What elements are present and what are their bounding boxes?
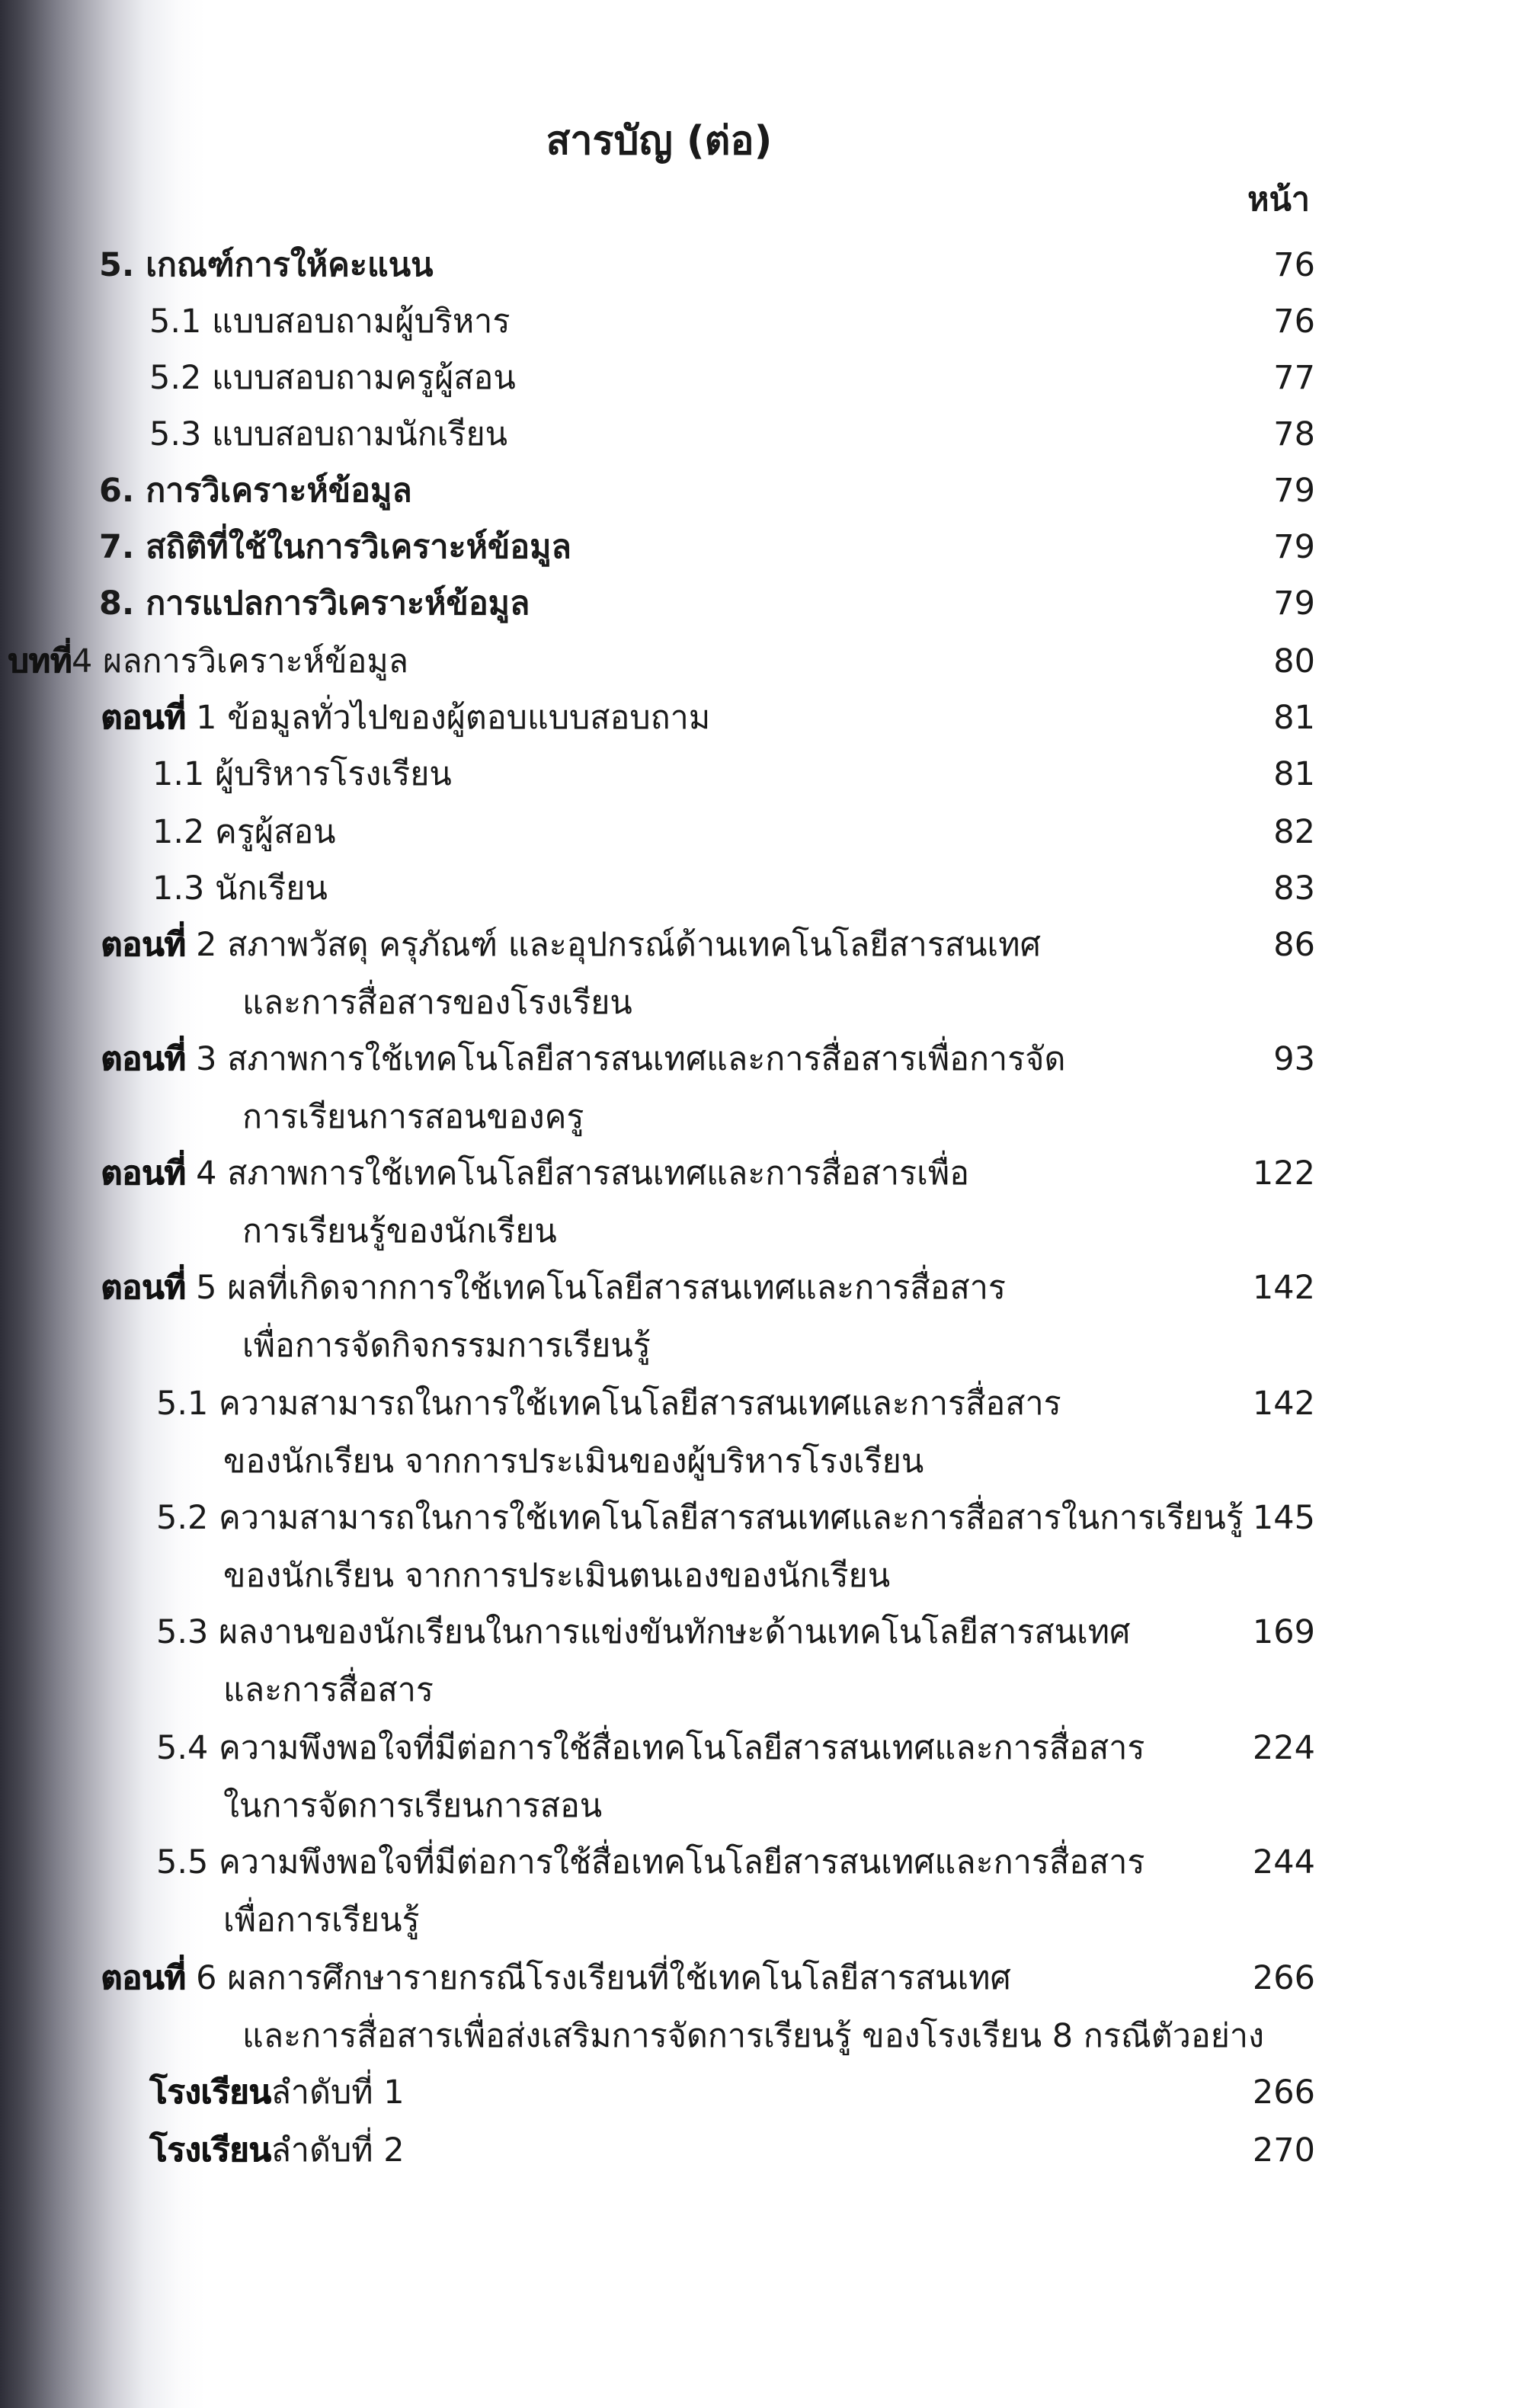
toc-page-number: 81: [1273, 699, 1315, 737]
toc-entry-prefix: บทที่: [8, 642, 72, 680]
toc-entry-text: 1 ข้อมูลทั่วไปของผู้ตอบแบบสอบถาม: [185, 699, 711, 737]
toc-page-number: 76: [1273, 246, 1315, 284]
toc-entry-title: 5.3 แบบสอบถามนักเรียน: [149, 415, 508, 453]
toc-entry-title: 5.1 แบบสอบถามผู้บริหาร: [149, 303, 511, 341]
toc-page-number: 270: [1252, 2131, 1315, 2169]
toc-entry-title: [8, 639, 408, 684]
toc-entry-text: 3 สภาพการใช้เทคโนโลยีสารสนเทศและการสื่อสารเพื่อการจัด: [185, 1040, 1066, 1078]
toc-entry-prefix: โรงเรียน: [149, 2131, 271, 2169]
toc-entry-title: 7. สถิติที่ใช้ในการวิเคราะห์ข้อมูล: [99, 528, 571, 566]
toc-page-number: 78: [1273, 415, 1315, 453]
toc-entry-title: 8. การแปลการวิเคราะห์ข้อมูล: [99, 584, 530, 623]
toc-page-number: 224: [1252, 1729, 1315, 1767]
toc-entry-text: 4 ผลการวิเคราะห์ข้อมูล: [71, 642, 409, 680]
toc-entry-title: 5.5 ความพึงพอใจที่มีต่อการใช้สื่อเทคโนโลยีสารสนเทศและการสื่อสาร: [156, 1843, 1145, 1881]
toc-entry-title-continued: เพื่อการจัดกิจกรรมการเรียนรู้: [242, 1327, 651, 1365]
toc-entry-title: 5.4 ความพึงพอใจที่มีต่อการใช้สื่อเทคโนโลยีสารสนเทศและการสื่อสาร: [156, 1729, 1145, 1767]
toc-entry-title: [101, 695, 710, 741]
toc-entry-text: 4 สภาพการใช้เทคโนโลยีสารสนเทศและการสื่อสารเพื่อ: [185, 1154, 969, 1193]
toc-entry-title-continued: การเรียนรู้ของนักเรียน: [242, 1212, 557, 1250]
toc-entry-title: [101, 1265, 1006, 1311]
toc-entry-prefix: โรงเรียน: [149, 2073, 271, 2112]
page-title: สารบัญ (ต่อ): [546, 118, 773, 164]
toc-entry-title: 5.1 ความสามารถในการใช้เทคโนโลยีสารสนเทศและการสื่อสาร: [156, 1385, 1061, 1423]
toc-page-number: 145: [1252, 1499, 1315, 1537]
toc-page-number: 86: [1273, 926, 1315, 964]
toc-page-number: 142: [1252, 1385, 1315, 1423]
toc-page-number: 82: [1273, 813, 1315, 851]
toc-entry-title: 5.2 ความสามารถในการใช้เทคโนโลยีสารสนเทศและการสื่อสารในการเรียนรู้: [156, 1499, 1244, 1537]
toc-entry-title: [101, 1151, 969, 1196]
toc-entry-title: 5.2 แบบสอบถามครูผู้สอน: [149, 359, 516, 397]
toc-page-number: 79: [1273, 528, 1315, 566]
toc-entry-title-continued: และการสื่อสารของโรงเรียน: [242, 984, 632, 1022]
toc-entry-title: [101, 922, 1041, 968]
toc-page-number: 79: [1273, 472, 1315, 510]
toc-entry-text: ลำดับที่ 1: [271, 2073, 405, 2112]
toc-entry-title-continued: เพื่อการเรียนรู้: [223, 1901, 420, 1939]
toc-entry-text: 2 สภาพวัสดุ ครุภัณฑ์ และอุปกรณ์ด้านเทคโนโลยีสารสนเทศ: [185, 926, 1041, 964]
toc-page-number: 76: [1273, 303, 1315, 341]
toc-entry-title: 5.3 ผลงานของนักเรียนในการแข่งขันทักษะด้านเทคโนโลยีสารสนเทศ: [156, 1613, 1131, 1651]
toc-entry-title: [149, 2128, 405, 2173]
page-column-header: หน้า: [1247, 181, 1310, 219]
toc-page-number: 77: [1273, 359, 1315, 397]
toc-entry-title: 6. การวิเคราะห์ข้อมูล: [99, 472, 412, 510]
toc-entry-prefix: ตอนที่: [101, 1959, 186, 1997]
toc-entry-title-continued: และการสื่อสาร: [223, 1671, 434, 1709]
toc-entry-prefix: ตอนที่: [101, 1154, 186, 1193]
toc-entry-title-continued: ของนักเรียน จากการประเมินตนเองของนักเรียน: [223, 1557, 891, 1595]
toc-page-number: 244: [1252, 1843, 1315, 1881]
toc-entry-prefix: ตอนที่: [101, 1269, 186, 1307]
toc-entry-prefix: ตอนที่: [101, 926, 186, 964]
toc-page-number: 93: [1273, 1040, 1315, 1078]
toc-entry-title-continued: และการสื่อสารเพื่อส่งเสริมการจัดการเรียนรู้ ของโรงเรียน 8 กรณีตัวอย่าง: [242, 2017, 1265, 2055]
toc-entry-prefix: ตอนที่: [101, 699, 186, 737]
toc-entry-title: [101, 1036, 1065, 1082]
toc-page-number: 81: [1273, 755, 1315, 793]
toc-entry-text: ลำดับที่ 2: [271, 2131, 405, 2169]
toc-page-number: 80: [1273, 642, 1315, 680]
toc-page-number: 266: [1252, 2073, 1315, 2112]
toc-page-number: 169: [1252, 1613, 1315, 1651]
toc-entry-title-continued: ในการจัดการเรียนการสอน: [223, 1787, 603, 1825]
toc-page-number: 79: [1273, 584, 1315, 623]
toc-page-number: 122: [1252, 1154, 1315, 1193]
toc-entry-title: [149, 2070, 405, 2115]
toc-entry-text: 6 ผลการศึกษารายกรณีโรงเรียนที่ใช้เทคโนโลยีสารสนเทศ: [185, 1959, 1011, 1997]
toc-page-number: 142: [1252, 1269, 1315, 1307]
toc-entry-title: 1.2 ครูผู้สอน: [152, 813, 336, 851]
toc-entry-title: 5. เกณฑ์การให้คะแนน: [99, 246, 434, 284]
toc-page-number: 83: [1273, 869, 1315, 908]
toc-entry-title-continued: ของนักเรียน จากการประเมินของผู้บริหารโรงเรียน: [223, 1443, 924, 1481]
toc-entry-title: 1.1 ผู้บริหารโรงเรียน: [152, 755, 452, 793]
toc-entry-title: 1.3 นักเรียน: [152, 869, 328, 908]
toc-entry-prefix: ตอนที่: [101, 1040, 186, 1078]
toc-entry-text: 5 ผลที่เกิดจากการใช้เทคโนโลยีสารสนเทศและการสื่อสาร: [185, 1269, 1006, 1307]
toc-entry-title: [101, 1955, 1011, 2001]
toc-entry-title-continued: การเรียนการสอนของครู: [242, 1098, 584, 1136]
toc-page-number: 266: [1252, 1959, 1315, 1997]
